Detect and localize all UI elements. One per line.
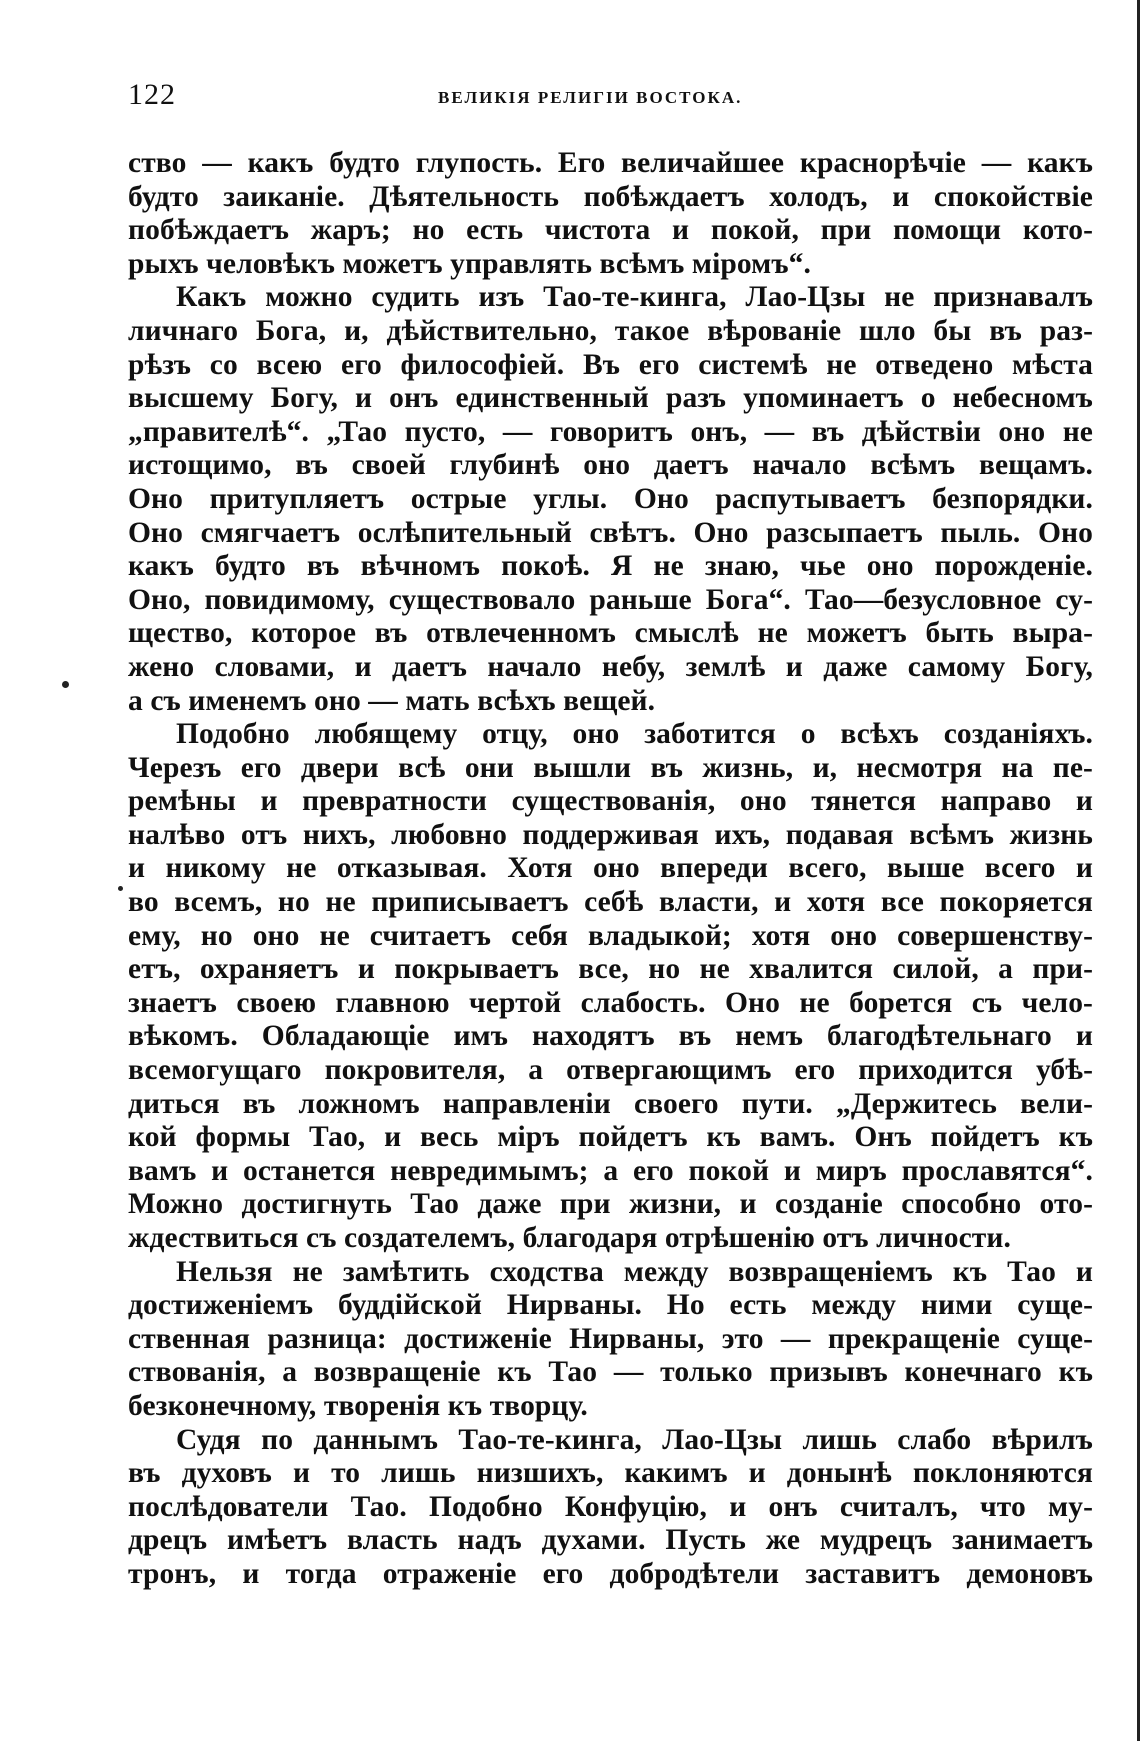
text-line: ждествиться съ создателемъ, благодаря отрѣшенію отъ личности. [128, 1222, 1011, 1254]
text-line: тронъ, и тогда отраженіе его добродѣтели заставитъ демоновъ [128, 1557, 1093, 1590]
text-line: рѣзъ со всею его философіей. Въ его системѣ не отведено мѣста [128, 348, 1093, 381]
text-line: вѣкомъ. Обладающіе имъ находятъ въ немъ благодѣтельнаго и [128, 1020, 1093, 1053]
page-number: 122 [128, 78, 176, 111]
text-line: щество, которое въ отвлеченномъ смыслѣ не можетъ быть выра- [128, 617, 1093, 650]
page-header [128, 78, 1098, 118]
text-line: достиженіемъ буддійской Нирваны. Но есть между ними суще- [128, 1289, 1093, 1322]
text-line: Черезъ его двери всѣ они вышли въ жизнь, и, несмотря на пе- [128, 751, 1093, 784]
text-line: Можно достигнуть Тао даже при жизни, и созданіе способно ото- [128, 1188, 1093, 1221]
margin-dot-mark [62, 681, 69, 688]
text-line: во всемъ, но не приписываетъ себѣ власти, и хотя все покоряется [128, 886, 1093, 919]
text-line: Подобно любящему отцу, оно заботится о всѣхъ созданіяхъ. [176, 718, 1093, 751]
text-line: кой формы Тао, и весь міръ пойдетъ къ вамъ. Онъ пойдетъ къ [128, 1121, 1093, 1154]
body-text [128, 147, 1093, 1592]
text-line: высшему Богу, и онъ единственный разъ упоминаетъ о небесномъ [128, 382, 1093, 415]
text-line: знаетъ своею главною чертой слабость. Оно не борется съ чело- [128, 986, 1093, 1019]
text-line: въ духовъ и то лишь низшихъ, какимъ и донынѣ поклоняются [128, 1457, 1093, 1490]
text-line: ему, но оно не считаетъ себя владыкой; хотя оно совершенству- [128, 919, 1093, 952]
text-line: всемогущаго покровителя, а отвергающимъ его приходится убѣ- [128, 1054, 1093, 1087]
text-line: Какъ можно судить изъ Тао-те-кинга, Лао-Цзы не признавалъ [176, 281, 1093, 314]
text-line: жено словами, и даетъ начало небу, землѣ и даже самому Богу, [128, 650, 1093, 683]
text-line: налѣво отъ нихъ, любовно поддерживая ихъ, подавая всѣмъ жизнь [128, 818, 1093, 851]
text-line: побѣждаетъ жаръ; но есть чистота и покой, при помощи кото- [128, 214, 1093, 247]
text-line: какъ будто въ вѣчномъ покоѣ. Я не знаю, чье оно порожденіе. [128, 550, 1093, 583]
text-line: диться въ ложномъ направленіи своего пути. „Держитесь вели- [128, 1087, 1093, 1120]
text-line: ство — какъ будто глупость. Его величайшее краснорѣчіе — какъ [128, 147, 1093, 179]
text-line: личнаго Бога, и, дѣйствительно, такое вѣрованіе шло бы въ раз- [128, 314, 1093, 347]
text-line: Оно смягчаетъ ослѣпительный свѣтъ. Оно разсыпаетъ пыль. Оно [128, 516, 1093, 549]
text-line: „правителѣ“. „Тао пусто, — говоритъ онъ, — въ дѣйствіи оно не [128, 415, 1093, 448]
text-line: безконечному, творенія къ творцу. [128, 1389, 588, 1422]
text-line: Судя по даннымъ Тао-те-кинга, Лао-Цзы лишь слабо вѣрилъ [176, 1423, 1093, 1456]
text-line: ствованія, а возвращеніе къ Тао — только призывъ конечнаго къ [128, 1356, 1093, 1389]
text-line: Оно, повидимому, существовало раньше Бога“. Тао—безусловное су- [128, 583, 1093, 616]
text-line: ственная разница: достиженіе Нирваны, это — прекращеніе суще- [128, 1322, 1093, 1355]
text-line: вамъ и останется невредимымъ; а его покой и миръ прославятся“. [128, 1154, 1093, 1187]
text-line: будто заиканіе. Дѣятельность побѣждаетъ холодъ, и спокойствіе [128, 180, 1093, 213]
text-line: истощимо, въ своей глубинѣ оно даетъ начало всѣмъ вещамъ. [128, 449, 1093, 482]
text-line: Оно притупляетъ острые углы. Оно распутываетъ безпорядки. [128, 482, 1093, 515]
text-line: послѣдователи Тао. Подобно Конфуцію, и онъ считалъ, что му- [128, 1490, 1093, 1523]
running-title: ВЕЛИКІЯ РЕЛИГІИ ВОСТОКА. [438, 88, 743, 107]
text-line: етъ, охраняетъ и покрываетъ все, но не хвалится силой, а при- [128, 953, 1093, 986]
text-line: Нельзя не замѣтить сходства между возвращеніемъ къ Тао и [176, 1255, 1093, 1288]
text-line: дрецъ имѣетъ власть надъ духами. Пусть же мудрецъ занимаетъ [128, 1524, 1093, 1557]
margin-dot-mark [118, 886, 123, 891]
text-line: и никому не отказывая. Хотя оно впереди всего, выше всего и [128, 852, 1093, 885]
text-line: рыхъ человѣкъ можетъ управлять всѣмъ міромъ“. [128, 247, 811, 280]
text-line: ремѣны и превратности существованія, оно тянется направо и [128, 785, 1093, 818]
text-line: а съ именемъ оно — мать всѣхъ вещей. [128, 684, 656, 717]
